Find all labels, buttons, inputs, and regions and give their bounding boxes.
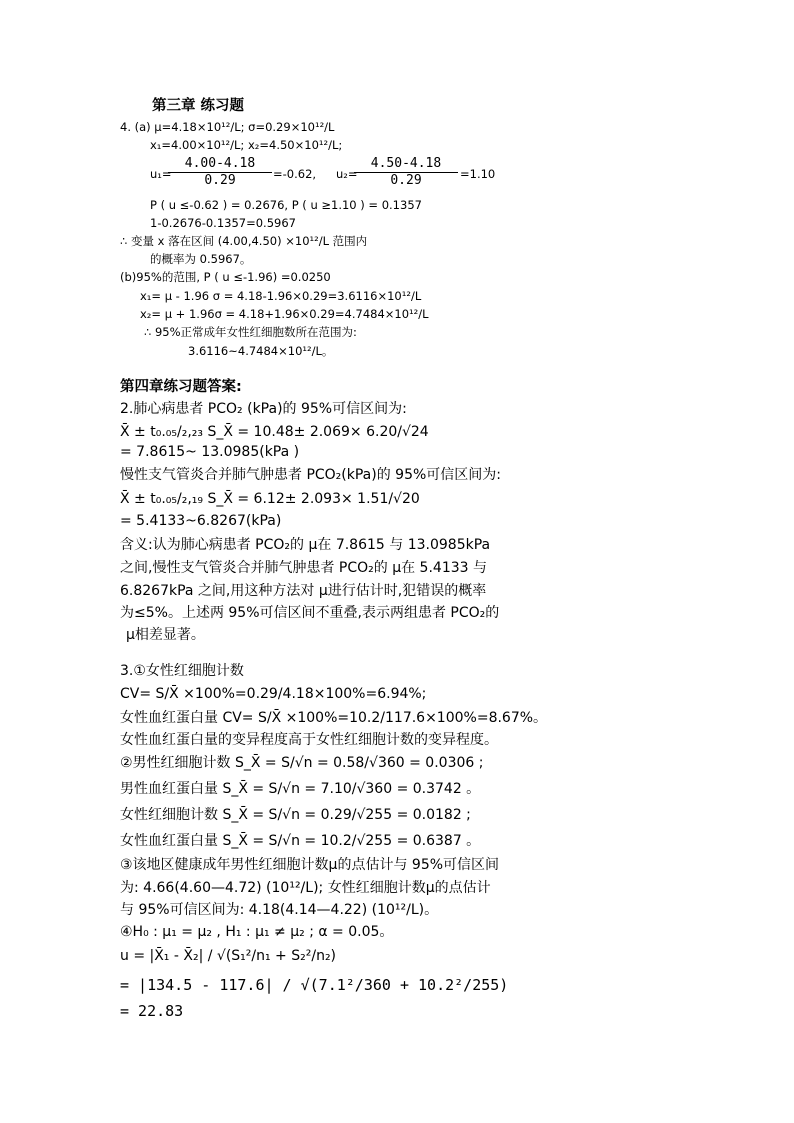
u2-label: u₂= — [336, 167, 358, 181]
u1-numerator: 4.00-4.18 — [168, 156, 272, 173]
ch4-line-6: = 5.4133~6.8267(kPa) — [120, 513, 282, 529]
ch3-line-5: 1-0.2676-0.1357=0.5967 — [150, 216, 296, 230]
u1-value: =-0.62, — [273, 167, 317, 181]
u2-denominator: 0.29 — [390, 173, 422, 188]
ch4-line-3: = 7.8615~ 13.0985(kPa ) — [120, 444, 300, 460]
q3-line-13: u = |X̄₁ - X̄₂| / √(S₁²/n₁ + S₂²/n₂) — [120, 948, 337, 964]
q3-line-2: CV= S/X̄ ×100%=0.29/4.18×100%=6.94%; — [120, 686, 427, 702]
q3-line-8: 女性血红蛋白量 S_X̄ = S/√n = 10.2/√255 = 0.6387 。 — [120, 833, 481, 849]
ch3-line-11: ∴ 95%正常成年女性红细胞数所在范围为: — [144, 325, 357, 339]
ch4-line-1: 2.肺心病患者 PCO₂ (kPa)的 95%可信区间为: — [120, 401, 407, 417]
ch3-line-12: 3.6116~4.7484×10¹²/L。 — [188, 344, 334, 358]
ch3-line-9: x₁= μ - 1.96 σ = 4.18-1.96×0.29=3.6116×10¹²/L — [140, 289, 422, 303]
q3-line-14: = |134.5 - 117.6| / √(7.1²/360 + 10.2²/255) — [120, 976, 509, 994]
q3-line-4: 女性血红蛋白量的变异程度高于女性红细胞计数的变异程度。 — [120, 732, 498, 748]
u1-label: u₁= — [150, 167, 172, 181]
u2-value: =1.10 — [460, 167, 496, 181]
u1-fraction — [168, 156, 272, 189]
u2-numerator: 4.50-4.18 — [354, 156, 458, 173]
ch3-line-7: 的概率为 0.5967。 — [150, 252, 252, 266]
ch4-para-3: 6.8267kPa 之间,用这种方法对 μ进行估计时,犯错误的概率 — [120, 583, 487, 599]
u2-fraction — [354, 156, 458, 189]
chapter3-title: 第三章 练习题 — [152, 98, 245, 114]
q3-line-9: ③该地区健康成年男性红细胞计数μ的点估计与 95%可信区间 — [120, 857, 500, 873]
ch4-line-2: X̄ ± t₀.₀₅/₂,₂₃ S_X̄ = 10.48± 2.069× 6.20/√24 — [120, 424, 429, 440]
q3-line-7: 女性红细胞计数 S_X̄ = S/√n = 0.29/√255 = 0.0182 ; — [120, 807, 471, 823]
q3-line-11: 与 95%可信区间为: 4.18(4.14—4.22) (10¹²/L)。 — [120, 902, 439, 918]
ch3-line-8: (b)95%的范围, P ( u ≤-1.96) =0.0250 — [120, 270, 331, 284]
q3-line-15: = 22.83 — [120, 1002, 184, 1020]
ch3-line-2: x₁=4.00×10¹²/L; x₂=4.50×10¹²/L; — [150, 138, 343, 152]
q3-line-3: 女性血红蛋白量 CV= S/X̄ ×100%=10.2/117.6×100%=8.67%。 — [120, 710, 548, 726]
ch3-line-10: x₂= μ + 1.96σ = 4.18+1.96×0.29=4.7484×10¹²/L — [140, 307, 429, 321]
q3-line-1: 3.①女性红细胞计数 — [120, 663, 244, 679]
ch4-para-1: 含义:认为肺心病患者 PCO₂的 μ在 7.8615 与 13.0985kPa — [120, 537, 491, 553]
ch4-para-5: μ相差显著。 — [126, 627, 205, 643]
q3-line-12: ④H₀ : μ₁ = μ₂ , H₁ : μ₁ ≠ μ₂ ; α = 0.05。 — [120, 924, 394, 940]
q3-line-6: 男性血红蛋白量 S_X̄ = S/√n = 7.10/√360 = 0.3742 。 — [120, 781, 481, 797]
ch3-line-4: P ( u ≤-0.62 ) = 0.2676, P ( u ≥1.10 ) = 0.1357 — [150, 198, 422, 212]
q3-line-10: 为: 4.66(4.60—4.72) (10¹²/L); 女性红细胞计数μ的点估计 — [120, 880, 491, 896]
q3-line-5: ②男性红细胞计数 S_X̄ = S/√n = 0.58/√360 = 0.0306 ; — [120, 755, 484, 771]
chapter4-title: 第四章练习题答案: — [120, 379, 242, 395]
ch4-line-4: 慢性支气管炎合并肺气肿患者 PCO₂(kPa)的 95%可信区间为: — [120, 467, 502, 483]
ch3-line-1: 4. (a) μ=4.18×10¹²/L; σ=0.29×10¹²/L — [120, 120, 335, 134]
ch4-para-2: 之间,慢性支气管炎合并肺气肿患者 PCO₂的 μ在 5.4133 与 — [120, 560, 487, 576]
ch4-para-4: 为≤5%。上述两 95%可信区间不重叠,表示两组患者 PCO₂的 — [120, 605, 500, 621]
ch4-line-5: X̄ ± t₀.₀₅/₂,₁₉ S_X̄ = 6.12± 2.093× 1.51/√20 — [120, 491, 420, 507]
ch3-line-6: ∴ 变量 x 落在区间 (4.00,4.50) ×10¹²/L 范围内 — [120, 234, 368, 248]
u1-denominator: 0.29 — [204, 173, 236, 188]
